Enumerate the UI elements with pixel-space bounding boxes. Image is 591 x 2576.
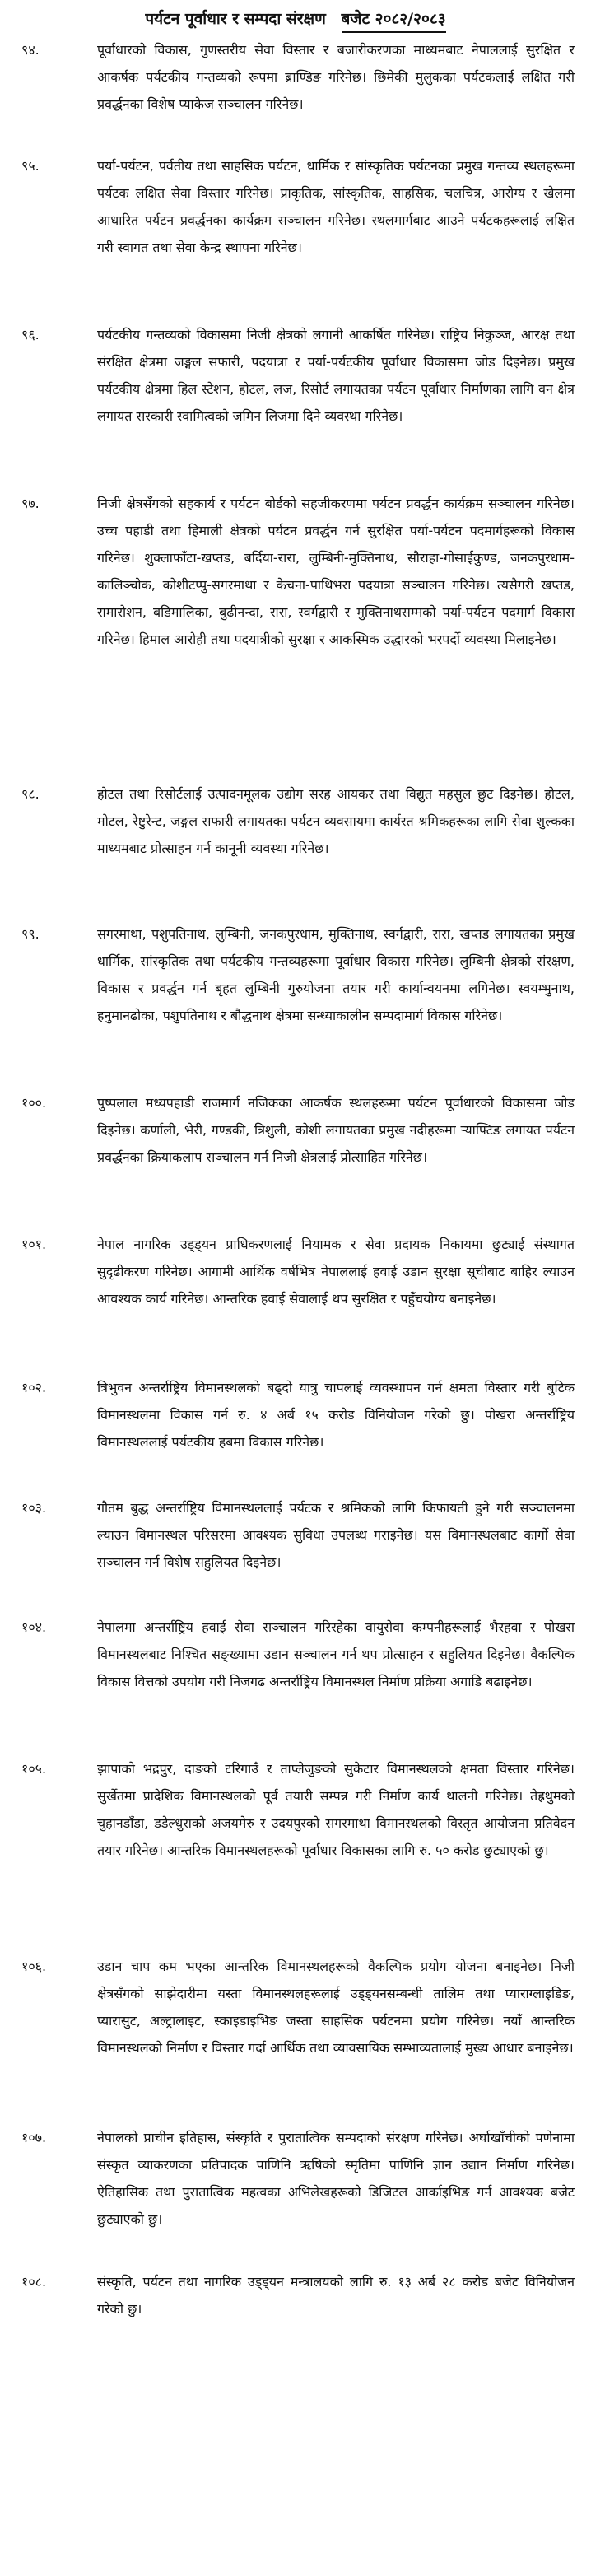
paragraph-text: झापाको भद्रपुर, दाङको टरिगाउँ र ताप्लेजुङको सुकेटार विमानस्थलको क्षमता विस्तार गरिनेछ। सुर्खेतमा प्रादेशिक विमानस्थलको पूर्व तयारी सम्पन्न गरी निर्माण कार्य थालनी गरिनेछ। तेह्रथुमको चुहानडाँडा, डडेल्धुराको अजयमेरु र उदयपुरको सगरमाथा विमानस्थलको विस्तृत आयोजना प्रतिवेदन तयार गरिनेछ। आन्तरिक विमानस्थलहरूको पूर्वाधार विकासका लागि रु. ५० करोड छुट्याएको छु। <box>97 1761 575 1858</box>
paragraph-number: ९६. <box>21 327 40 342</box>
paragraph-text: उडान चाप कम भएका आन्तरिक विमानस्थलहरूको वैकल्पिक प्रयोग योजना बनाइनेछ। निजी क्षेत्रसँगको साझेदारीमा यस्ता विमानस्थलहरूलाई उड्ड्यनसम्बन्धी तालिम तथा प्याराग्लाइडिङ, प्यारासुट, अल्ट्रालाइट, स्काइडाइभिङ जस्ता साहसिक पर्यटनमा प्रयोग गरिनेछ। नयाँ आन्तरिक विमानस्थलको निर्माण र विस्तार गर्दा आर्थिक तथा व्यावसायिक सम्भाव्यतालाई मुख्य आधार बनाइनेछ। <box>97 1959 575 2056</box>
document-header <box>0 0 591 36</box>
paragraph-97 <box>0 490 591 780</box>
paragraph-98 <box>0 780 591 920</box>
paragraph-text: नेपाल नागरिक उड्ड्यन प्राधिकरणलाई नियामक र सेवा प्रदायक निकायमा छुट्याई संस्थागत सुदृढीकरण गरिनेछ। आगामी आर्थिक वर्षभित्र नेपाललाई हवाई उडान सुरक्षा सूचीबाट बाहिर ल्याउन आवश्यक कार्य गरिनेछ। आन्तरिक हवाई सेवालाई थप सुरक्षित र पहुँचयोग्य बनाइनेछ। <box>97 1237 575 1307</box>
paragraph-105 <box>0 1755 591 1953</box>
section-title: पर्यटन पूर्वाधार र सम्पदा संरक्षण <box>145 10 326 28</box>
paragraph-102 <box>0 1374 591 1494</box>
paragraph-95 <box>0 152 591 321</box>
paragraph-number: १०१. <box>21 1237 47 1252</box>
paragraph-text: पर्या-पर्यटन, पर्वतीय तथा साहसिक पर्यटन, धार्मिक र सांस्कृतिक पर्यटनका प्रमुख गन्तव्य स्थलहरूमा पर्यटक लक्षित सेवा विस्तार गरिनेछ। प्राकृतिक, सांस्कृतिक, साहसिक, चलचित्र, आरोग्य र खेलमा आधारित पर्यटन प्रवर्द्धनका कार्यक्रम सञ्चालन गरिनेछ। स्थलमार्गबाट आउने पर्यटकहरूलाई लक्षित गरी स्वागत तथा सेवा केन्द्र स्थापना गरिनेछ। <box>97 158 575 255</box>
paragraph-number: १०६. <box>21 1959 47 1974</box>
paragraph-number: १०३. <box>21 1500 47 1516</box>
paragraph-text: त्रिभुवन अन्तर्राष्ट्रिय विमानस्थलको बढ्दो यात्रु चापलाई व्यवस्थापन गर्न क्षमता विस्तार गरी बुटिक विमानस्थलमा विकास गर्न रु. ४ अर्ब १५ करोड विनियोजन गरेको छु। पोखरा अन्तर्राष्ट्रिय विमानस्थललाई पर्यटकीय हबमा विकास गरिनेछ। <box>97 1380 575 1450</box>
paragraph-104 <box>0 1614 591 1755</box>
paragraph-94 <box>0 36 591 152</box>
paragraph-107 <box>0 2124 591 2268</box>
paragraph-108 <box>0 2268 591 2345</box>
paragraph-number: १०२. <box>21 1380 47 1395</box>
paragraph-101 <box>0 1231 591 1374</box>
paragraph-number: १००. <box>21 1095 47 1111</box>
paragraph-99 <box>0 920 591 1089</box>
paragraph-text: नेपालको प्राचीन इतिहास, संस्कृति र पुरातात्विक सम्पदाको संरक्षण गरिनेछ। अर्घाखाँचीको पणेनामा संस्कृत व्याकरणका प्रतिपादक पाणिनि ऋषिको स्मृतिमा पाणिनि ज्ञान उद्यान निर्माण गरिनेछ। ऐतिहासिक तथा पुरातात्विक महत्वका अभिलेखहरूको डिजिटल आर्काइभिङ गर्न आवश्यक बजेट छुट्याएको छु। <box>97 2130 575 2227</box>
paragraph-number: ९४. <box>21 42 40 58</box>
paragraph-number: ९५. <box>21 158 40 174</box>
paragraph-106 <box>0 1953 591 2124</box>
paragraph-number: ९९. <box>21 926 40 942</box>
paragraph-number: १०७. <box>21 2130 47 2145</box>
paragraph-text: नेपालमा अन्तर्राष्ट्रिय हवाई सेवा सञ्चालन गरिरहेका वायुसेवा कम्पनीहरूलाई भैरहवा र पोखरा विमानस्थलबाट निश्चित सङ्ख्यामा उडान सञ्चालन गर्न थप प्रोत्साहन र सहुलियत दिइनेछ। वैकल्पिक विकास वित्तको उपयोग गरी निजगढ अन्तर्राष्ट्रिय विमानस्थल निर्माण प्रक्रिया अगाडि बढाइनेछ। <box>97 1619 575 1689</box>
paragraph-number: ९८. <box>21 786 40 802</box>
paragraph-number: १०८. <box>21 2274 47 2290</box>
paragraph-number: १०५. <box>21 1761 47 1777</box>
paragraph-text: सगरमाथा, पशुपतिनाथ, लुम्बिनी, जनकपुरधाम, मुक्तिनाथ, स्वर्गद्वारी, रारा, खप्तड लगायतका प्रमुख धार्मिक, सांस्कृतिक तथा पर्यटकीय गन्तव्यहरूमा पूर्वाधार विकास गरिनेछ। लुम्बिनी क्षेत्रको संरक्षण, विकास र प्रवर्द्धन गर्न बृहत लुम्बिनी गुरुयोजना तयार गरी कार्यान्वयनमा लगिनेछ। स्वयम्भुनाथ, हनुमानढोका, पशुपतिनाथ र बौद्धनाथ क्षेत्रमा सन्ध्याकालीन सम्पदामार्ग विकास गरिनेछ। <box>97 926 575 1023</box>
budget-year-label: बजेट २०८२/२०८३ <box>342 7 446 33</box>
paragraph-text: पूर्वाधारको विकास, गुणस्तरीय सेवा विस्तार र बजारीकरणका माध्यमबाट नेपाललाई सुरक्षित र आकर्षक पर्यटकीय गन्तव्यको रूपमा ब्राण्डिङ गरिनेछ। छिमेकी मुलुकका पर्यटकलाई लक्षित गरी प्रवर्द्धनका विशेष प्याकेज सञ्चालन गरिनेछ। <box>97 42 575 112</box>
paragraph-103 <box>0 1494 591 1614</box>
paragraph-text: पुष्पलाल मध्यपहाडी राजमार्ग नजिकका आकर्षक स्थलहरूमा पर्यटन पूर्वाधारको विकासमा जोड दिइनेछ। कर्णाली, भेरी, गण्डकी, त्रिशुली, कोशी लगायतका प्रमुख नदीहरूमा र्‍याफ्टिङ लगायत पर्यटन प्रवर्द्धनका क्रियाकलाप सञ्चालन गर्न निजी क्षेत्रलाई प्रोत्साहित गरिनेछ। <box>97 1095 575 1165</box>
paragraph-text: होटल तथा रिसोर्टलाई उत्पादनमूलक उद्योग सरह आयकर तथा विद्युत महसुल छुट दिइनेछ। होटल, मोटल, रेष्टुरेन्ट, जङ्गल सफारी लगायतका पर्यटन व्यवसायमा कार्यरत श्रमिकहरूका लागि सेवा शुल्कका माध्यमबाट प्रोत्साहन गर्न कानूनी व्यवस्था गरिनेछ। <box>97 786 575 856</box>
paragraph-96 <box>0 321 591 490</box>
paragraph-text: संस्कृति, पर्यटन तथा नागरिक उड्ड्यन मन्त्रालयको लागि रु. १३ अर्ब २८ करोड बजेट विनियोजन गरेको छु। <box>97 2274 575 2317</box>
paragraph-text: गौतम बुद्ध अन्तर्राष्ट्रिय विमानस्थललाई पर्यटक र श्रमिकको लागि किफायती हुने गरी सञ्चालनमा ल्याउन विमानस्थल परिसरमा आवश्यक सुविधा उपलब्ध गराइनेछ। यस विमानस्थलबाट कार्गो सेवा सञ्चालन गर्न विशेष सहुलियत दिइनेछ। <box>97 1500 575 1570</box>
paragraph-text: पर्यटकीय गन्तव्यको विकासमा निजी क्षेत्रको लगानी आकर्षित गरिनेछ। राष्ट्रिय निकुञ्ज, आरक्ष तथा संरक्षित क्षेत्रमा जङ्गल सफारी, पदयात्रा र पर्या-पर्यटकीय पूर्वाधार विकासमा जोड दिइनेछ। प्रमुख पर्यटकीय क्षेत्रमा हिल स्टेशन, होटल, लज, रिसोर्ट लगायतका पर्यटन पूर्वाधार निर्माणका लागि वन क्षेत्र लगायत सरकारी स्वामित्वको जमिन लिजमा दिने व्यवस्था गरिनेछ। <box>97 327 575 424</box>
paragraph-number: १०४. <box>21 1619 47 1635</box>
paragraph-number: ९७. <box>21 496 40 511</box>
paragraph-text: निजी क्षेत्रसँगको सहकार्य र पर्यटन बोर्डको सहजीकरणमा पर्यटन प्रवर्द्धन कार्यक्रम सञ्चालन गरिनेछ। उच्च पहाडी तथा हिमाली क्षेत्रको पर्यटन प्रवर्द्धन गर्न सुरक्षित पर्या-पर्यटन पदमार्गहरूको विकास गरिनेछ। शुक्लाफाँटा-खप्तड, बर्दिया-रारा, लुम्बिनी-मुक्तिनाथ, सौराहा-गोसाईकुण्ड, जनकपुरधाम-कालिञ्चोक, कोशीटप्पु-सगरमाथा र केचना-पाथिभरा पदयात्रा सञ्चालन गरिनेछ। त्यसैगरी खप्तड, रामारोशन, बडिमालिका, बुढीनन्दा, रारा, स्वर्गद्वारी र मुक्तिनाथसम्मको पर्या-पर्यटन पदमार्ग विकास गरिनेछ। हिमाल आरोही तथा पदयात्रीको सुरक्षा र आकस्मिक उद्धारको भरपर्दो व्यवस्था मिलाइनेछ। <box>97 496 575 647</box>
paragraph-100 <box>0 1089 591 1231</box>
